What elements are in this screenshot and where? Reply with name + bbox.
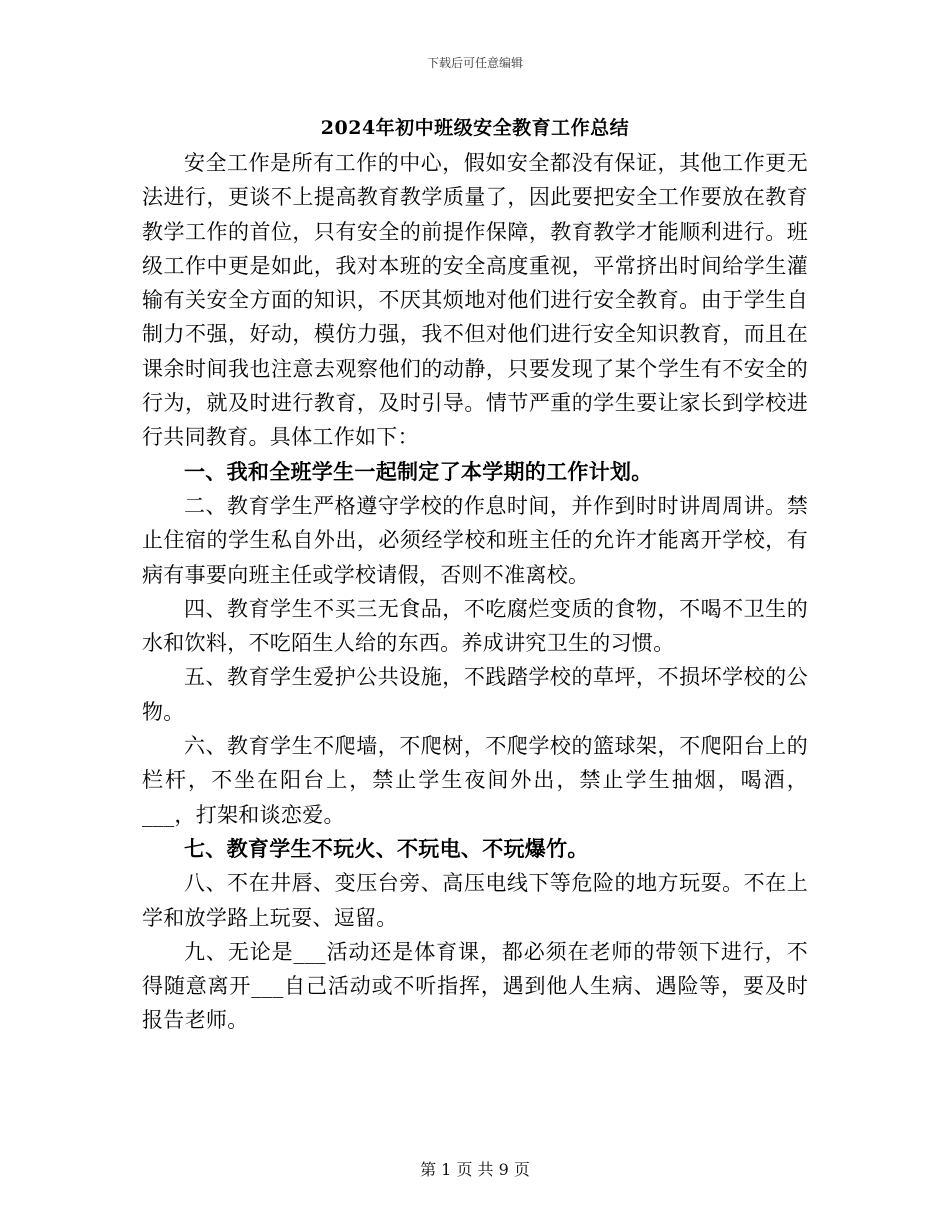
- document-body: [142, 146, 808, 1038]
- paragraph-intro: 安全工作是所有工作的中心，假如安全都没有保证，其他工作更无法进行，更谈不上提高教育教学质量了，因此要把安全工作要放在教育教学工作的首位，只有安全的前提作保障，教育教学才能顺利进行。班级工作中更是如此，我对本班的安全高度重视，平常挤出时间给学生灌输有关安全方面的知识，不厌其烦地对他们进行安全教育。由于学生自制力不强，好动，模仿力强，我不但对他们进行安全知识教育，而且在课余时间我也注意去观察他们的动静，只要发现了某个学生有不安全的行为，就及时进行教育，及时引导。情节严重的学生要让家长到学校进行共同教育。具体工作如下：: [142, 151, 808, 450]
- page-header-note: 下载后可任意编辑: [426, 56, 523, 70]
- paragraph-item-8: 八、不在井唇、变压台旁、高压电线下等危险的地方玩耍。不在上学和放学路上玩耍、逗留。: [142, 871, 808, 930]
- paragraph-item-1: 一、我和全班学生一起制定了本学期的工作计划。: [184, 458, 653, 484]
- page-number-footer: 第 1 页 共 9 页: [420, 1160, 530, 1179]
- paragraph-item-6: 六、教育学生不爬墙，不爬树，不爬学校的篮球架，不爬阳台上的栏杆，不坐在阳台上，禁止学生夜间外出，禁止学生抽烟，喝酒，___，打架和谈恋爱。: [142, 734, 808, 827]
- paragraph-item-4: 四、教育学生不买三无食品，不吃腐烂变质的食物，不喝不卫生的水和饮料，不吃陌生人给的东西。养成讲究卫生的习惯。: [142, 596, 808, 656]
- paragraph-item-2: 二、教育学生严格遵守学校的作息时间，并作到时时讲周周讲。禁止住宿的学生私自外出，必须经学校和班主任的允许才能离开学校，有病有事要向班主任或学校请假，否则不准离校。: [142, 493, 808, 587]
- paragraph-item-5: 五、教育学生爱护公共设施，不践踏学校的草坪，不损坏学校的公物。: [142, 665, 808, 724]
- paragraph-item-9: 九、无论是___活动还是体育课，都必须在老师的带领下进行，不得随意离开___自己活动或不听指挥，遇到他人生病、遇险等，要及时报告老师。: [142, 939, 808, 1033]
- document-title: 2024年初中班级安全教育工作总结: [320, 117, 630, 139]
- paragraph-item-7: 七、教育学生不玩火、不玩电、不玩爆竹。: [184, 835, 589, 861]
